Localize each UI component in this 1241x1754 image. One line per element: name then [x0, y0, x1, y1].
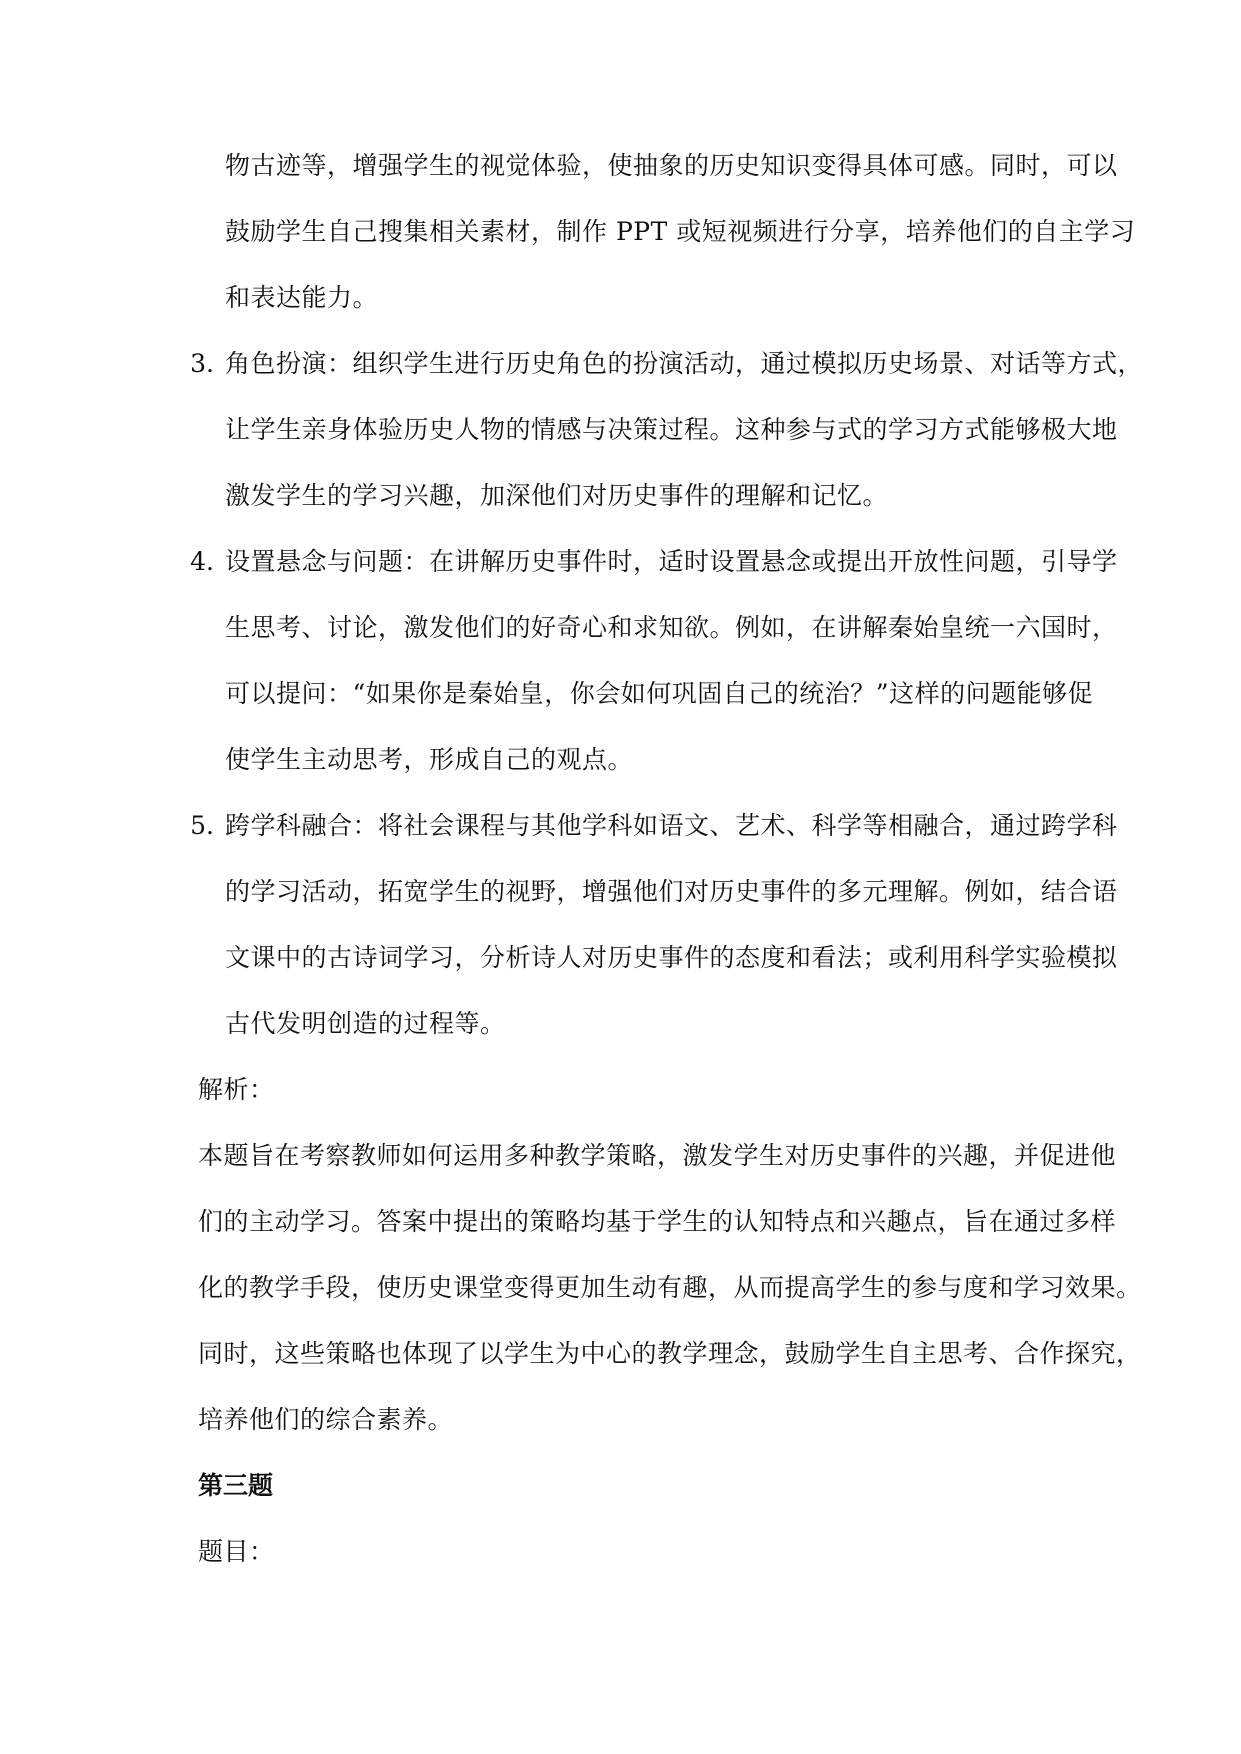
analysis-line-1: 本题旨在考察教师如何运用多种教学策略，激发学生对历史事件的兴趣，并促进他 [198, 1141, 1117, 1170]
continuation-line-3: 和表达能力。 [225, 283, 379, 312]
question-label: 题目： [198, 1537, 275, 1566]
analysis-line-2: 们的主动学习。答案中提出的策略均基于学生的认知特点和兴趣点，旨在通过多样 [198, 1207, 1117, 1236]
list-item-3-line-1: 角色扮演：组织学生进行历史角色的扮演活动，通过模拟历史场景、对话等方式， [225, 349, 1144, 378]
list-item-number-5: 5. [190, 811, 214, 840]
section-title: 第三题 [198, 1471, 274, 1500]
list-item-3-line-3: 激发学生的学习兴趣，加深他们对历史事件的理解和记忆。 [225, 481, 889, 510]
list-item-3-line-2: 让学生亲身体验历史人物的情感与决策过程。这种参与式的学习方式能够极大地 [225, 415, 1118, 444]
list-item-4-line-4: 使学生主动思考，形成自己的观点。 [225, 745, 634, 774]
list-item-4-line-2: 生思考、讨论，激发他们的好奇心和求知欲。例如，在讲解秦始皇统一六国时， [225, 613, 1118, 642]
list-item-5-line-2: 的学习活动，拓宽学生的视野，增强他们对历史事件的多元理解。例如，结合语 [225, 877, 1118, 906]
analysis-line-4: 同时，这些策略也体现了以学生为中心的教学理念，鼓励学生自主思考、合作探究， [198, 1339, 1142, 1368]
analysis-line-3: 化的教学手段，使历史课堂变得更加生动有趣，从而提高学生的参与度和学习效果。 [198, 1273, 1142, 1302]
list-item-4-line-3: 可以提问：“如果你是秦始皇，你会如何巩固自己的统治？”这样的问题能够促 [225, 679, 1094, 708]
analysis-label: 解析： [198, 1075, 275, 1104]
list-item-number-4: 4. [190, 547, 214, 576]
list-item-5-line-3: 文课中的古诗词学习，分析诗人对历史事件的态度和看法；或利用科学实验模拟 [225, 943, 1118, 972]
list-item-5-line-1: 跨学科融合：将社会课程与其他学科如语文、艺术、科学等相融合，通过跨学科 [225, 811, 1118, 840]
continuation-line-2: 鼓励学生自己搜集相关素材，制作 PPT 或短视频进行分享，培养他们的自主学习 [225, 217, 1136, 246]
continuation-line-1: 物古迹等，增强学生的视觉体验，使抽象的历史知识变得具体可感。同时，可以 [225, 151, 1118, 180]
list-item-4-line-1: 设置悬念与问题：在讲解历史事件时，适时设置悬念或提出开放性问题，引导学 [225, 547, 1118, 576]
list-item-number-3: 3. [190, 349, 214, 378]
list-item-5-line-4: 古代发明创造的过程等。 [225, 1009, 506, 1038]
analysis-line-5: 培养他们的综合素养。 [198, 1405, 454, 1434]
